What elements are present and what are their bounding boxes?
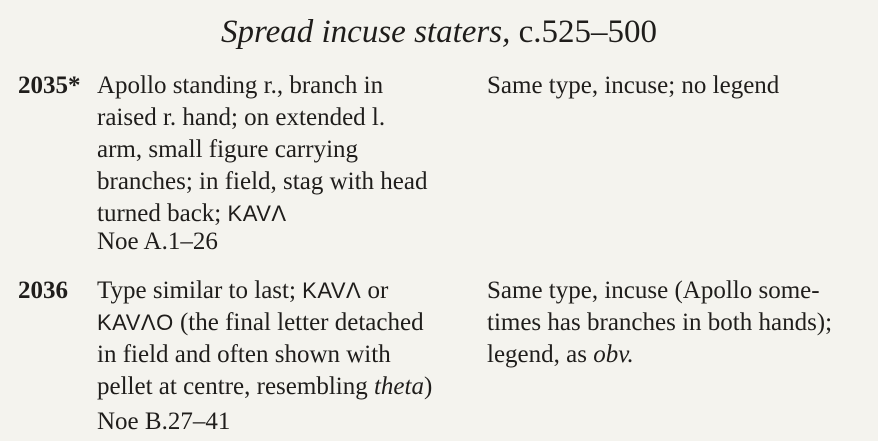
obverse-line bbox=[97, 275, 467, 307]
heading-date: c.525–500 bbox=[518, 14, 657, 50]
reverse-line: Same type, incuse; no legend bbox=[487, 72, 780, 99]
reverse-line: Same type, incuse (Apollo some- bbox=[487, 277, 820, 304]
section-heading bbox=[0, 10, 878, 54]
reverse-text: legend, as bbox=[487, 341, 594, 368]
reverse-description bbox=[487, 70, 867, 102]
obverse-text: (the final letter detached bbox=[173, 309, 424, 336]
obverse-line: Apollo standing r., branch in bbox=[97, 72, 384, 99]
reference: Noe B.27–41 bbox=[97, 408, 231, 435]
obverse-line bbox=[97, 371, 467, 403]
italic-term: theta bbox=[373, 373, 424, 400]
entry-number: 2036 bbox=[18, 277, 68, 304]
obverse-description bbox=[97, 70, 467, 230]
obverse-line: arm, small figure carrying bbox=[97, 136, 359, 163]
italic-term: obv. bbox=[593, 341, 634, 368]
obverse-description bbox=[97, 275, 467, 403]
obverse-text: turned back; bbox=[97, 200, 228, 227]
reverse-description bbox=[487, 275, 867, 371]
obverse-text: pellet at centre, resembling bbox=[97, 373, 374, 400]
obverse-line bbox=[97, 307, 467, 339]
reverse-line bbox=[487, 339, 867, 371]
heading-title: Spread incuse staters, bbox=[221, 14, 519, 50]
entry-number: 2035* bbox=[18, 72, 81, 99]
obverse-text: or bbox=[361, 277, 389, 304]
reverse-line: times has branches in both hands); bbox=[487, 309, 833, 336]
obverse-line: in field and often shown with bbox=[97, 341, 391, 368]
coin-legend: KAVΛO bbox=[97, 310, 174, 335]
obverse-text: Type similar to last; bbox=[97, 277, 303, 304]
obverse-line: branches; in field, stag with head bbox=[97, 168, 428, 195]
coin-legend: KAVΛ bbox=[302, 278, 362, 303]
coin-legend: KAVΛ bbox=[227, 201, 287, 226]
obverse-line: raised r. hand; on extended l. bbox=[97, 104, 386, 131]
reference: Noe A.1–26 bbox=[97, 228, 218, 255]
obverse-text: ) bbox=[423, 373, 433, 400]
